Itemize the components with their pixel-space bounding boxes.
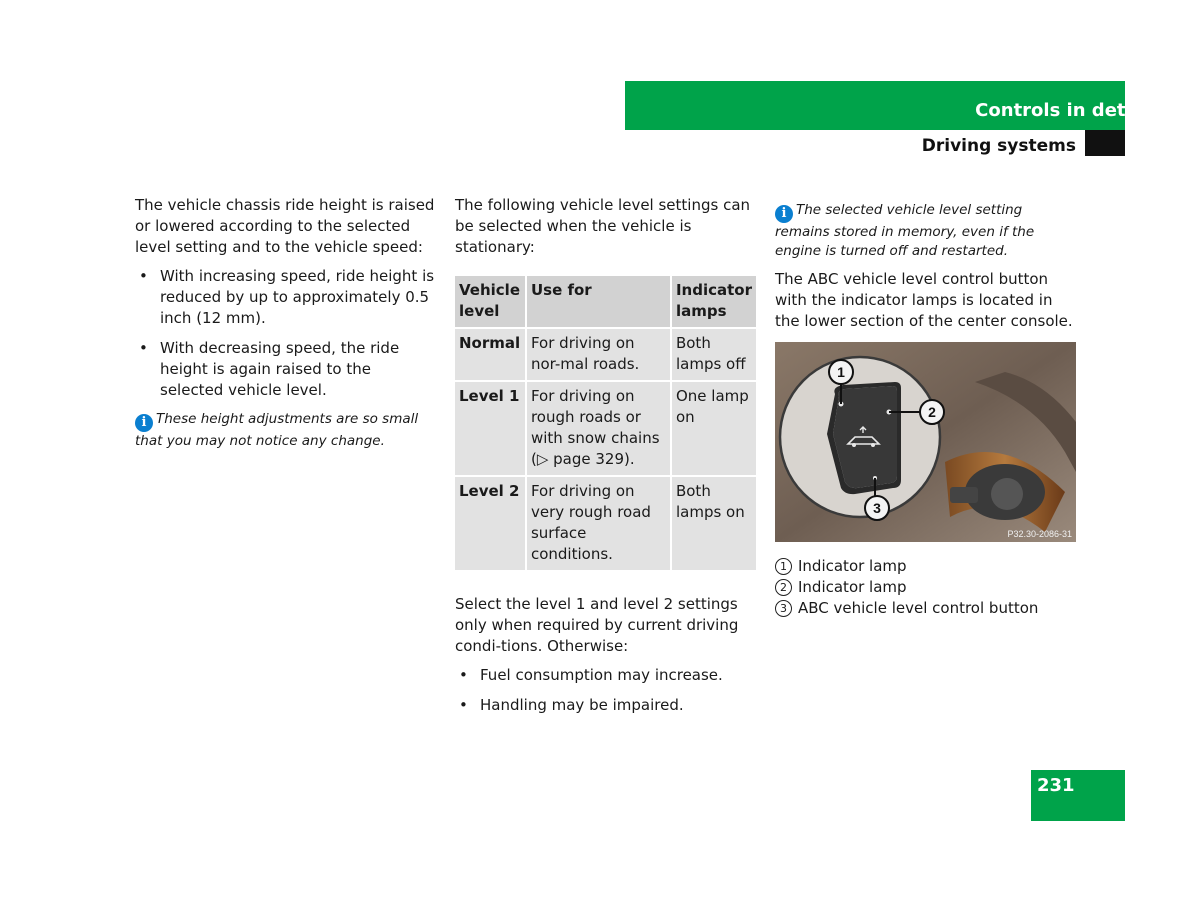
table-header: Use for bbox=[526, 276, 671, 328]
legend-item: 1 Indicator lamp bbox=[775, 556, 1080, 577]
svg-text:2: 2 bbox=[928, 404, 936, 420]
section-subtitle: Driving systems bbox=[921, 136, 1076, 156]
table-cell: For driving on nor-mal roads. bbox=[526, 328, 671, 381]
bullet: • bbox=[139, 267, 148, 285]
section-title: Controls in detail bbox=[975, 100, 1150, 121]
table-header: Vehicle level bbox=[455, 276, 526, 328]
column-right bbox=[775, 199, 1080, 619]
table-header: Indicator lamps bbox=[671, 276, 756, 328]
legend-item: 3 ABC vehicle level control button bbox=[775, 598, 1080, 619]
callout-number: 1 bbox=[775, 558, 792, 575]
figure-code: P32.30-2086-31 bbox=[1007, 529, 1072, 539]
intro-paragraph: The following vehicle level settings can be selected when the vehicle is stationary: bbox=[455, 196, 751, 256]
page-number: 231 bbox=[1037, 775, 1075, 796]
info-note: i The selected vehicle level setting remains stored in memory, even if the engine is turned off and restarted. bbox=[775, 202, 1035, 259]
table-cell: Level 1 bbox=[455, 381, 526, 476]
callout-number: 3 bbox=[775, 600, 792, 617]
table-row bbox=[455, 476, 756, 570]
list-item: • With decreasing speed, the ride height is again raised to the selected vehicle level. bbox=[139, 339, 400, 399]
list-item: • Fuel consumption may increase. bbox=[459, 666, 723, 684]
table-row bbox=[455, 381, 756, 476]
paragraph: The ABC vehicle level control button with the indicator lamps is located in the lower section of the center console. bbox=[775, 270, 1073, 330]
vehicle-level-table bbox=[455, 276, 756, 570]
column-middle bbox=[455, 195, 757, 725]
info-note: i These height adjustments are so small that you may not notice any change. bbox=[135, 411, 419, 449]
table-row bbox=[455, 328, 756, 381]
legend-item: 2 Indicator lamp bbox=[775, 577, 1080, 598]
table-cell: Level 2 bbox=[455, 476, 526, 570]
table-cell: Both lamps on bbox=[671, 476, 756, 570]
bullet: • bbox=[459, 696, 468, 714]
table-cell: Both lamps off bbox=[671, 328, 756, 381]
info-icon: i bbox=[135, 414, 153, 432]
intro-paragraph: The vehicle chassis ride height is raised or lowered according to the selected level setting and to the vehicle speed: bbox=[135, 196, 435, 256]
list-item: • With increasing speed, ride height is reduced by up to approximately 0.5 inch (12 mm). bbox=[139, 267, 435, 327]
column-left bbox=[135, 195, 435, 459]
subtitle-marker bbox=[1085, 130, 1125, 156]
table-cell: Normal bbox=[455, 328, 526, 381]
bullet: • bbox=[459, 666, 468, 684]
bullet-list bbox=[455, 665, 757, 716]
info-icon: i bbox=[775, 205, 793, 223]
bullet: • bbox=[139, 339, 148, 357]
callout-number: 2 bbox=[775, 579, 792, 596]
bullet-list bbox=[135, 266, 435, 401]
table-cell: For driving on rough roads or with snow chains (▷ page 329). bbox=[526, 381, 671, 476]
table-cell: For driving on very rough road surface conditions. bbox=[526, 476, 671, 570]
center-console-figure bbox=[775, 342, 1076, 542]
svg-text:1: 1 bbox=[837, 364, 845, 380]
svg-text:3: 3 bbox=[873, 500, 881, 516]
table-cell: One lamp on bbox=[671, 381, 756, 476]
list-item: • Handling may be impaired. bbox=[459, 696, 684, 714]
paragraph: Select the level 1 and level 2 settings only when required by current driving condi-tions. Otherwise: bbox=[455, 595, 739, 655]
table-header-row bbox=[455, 276, 756, 328]
